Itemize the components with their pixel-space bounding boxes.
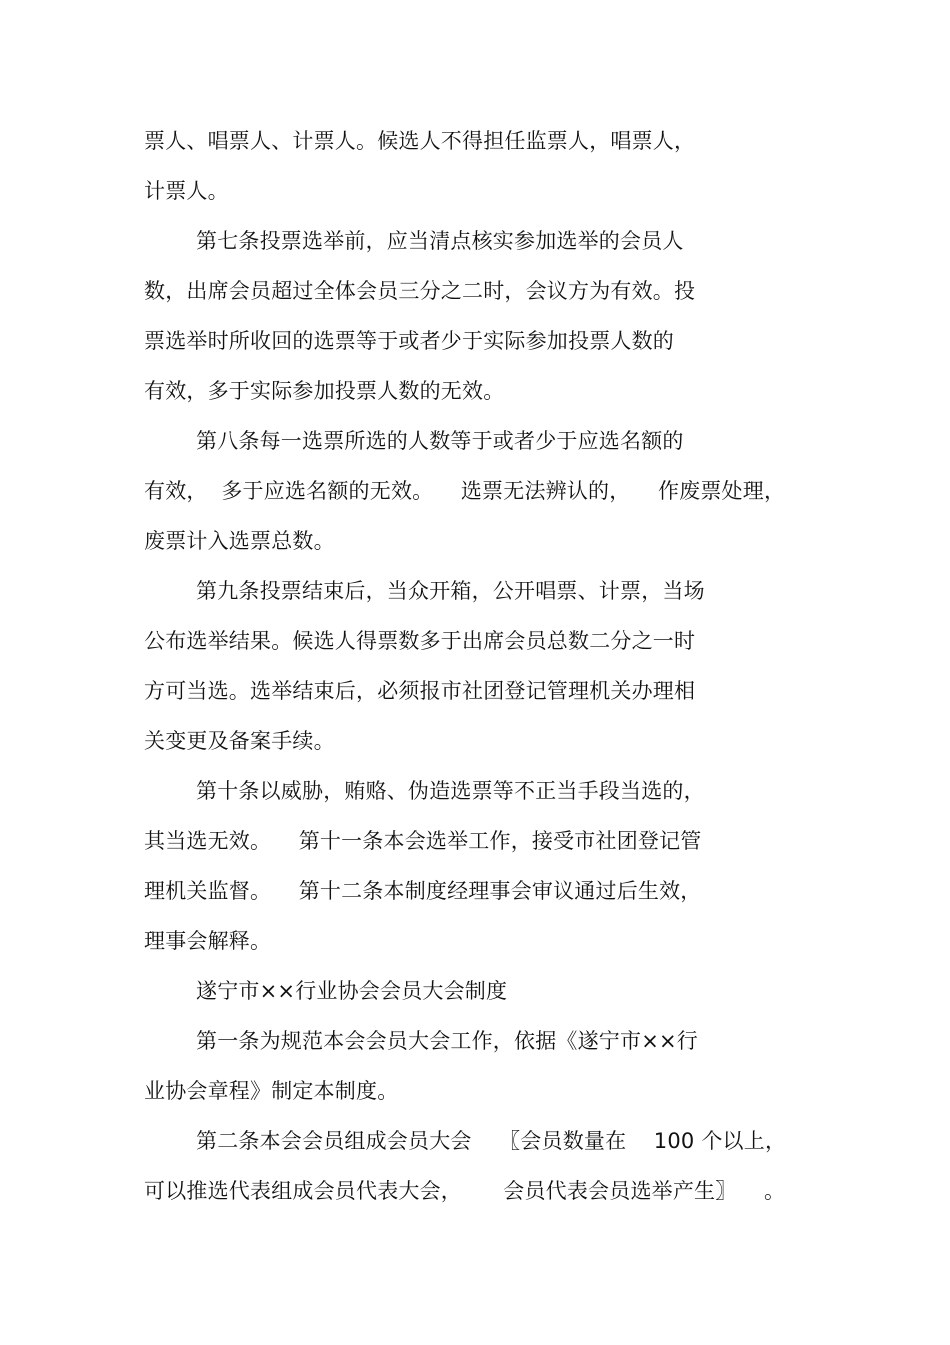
text-line-5: 票选举时所收回的选票等于或者少于实际参加投票人数的 — [144, 329, 674, 353]
text-line-7: 第八条每一选票所选的人数等于或者少于应选名额的 — [196, 429, 684, 453]
document-title-line: 遂宁市××行业协会会员大会制度 — [196, 979, 508, 1003]
text-line-17: 理事会解释。 — [144, 929, 272, 953]
text-line-20: 业协会章程》制定本制度。 — [144, 1079, 399, 1103]
text-line-12: 方可当选。选举结束后，必须报市社团登记管理机关办理相 — [144, 679, 696, 703]
text-line-11: 公布选举结果。候选人得票数多于出席会员总数二分之一时 — [144, 629, 696, 653]
text-line-1: 票人、唱票人、计票人。候选人不得担任监票人，唱票人， — [144, 129, 696, 153]
text-line-14: 第十条以威胁，贿赂、伪造选票等不正当手段当选的， — [196, 779, 705, 803]
text-line-13: 关变更及备案手续。 — [144, 729, 335, 753]
text-line-9: 废票计入选票总数。 — [144, 529, 335, 553]
text-line-2: 计票人。 — [144, 179, 229, 203]
text-line-6: 有效，多于实际参加投票人数的无效。 — [144, 379, 505, 403]
text-line-8: 有效， 多于应选名额的无效。 选票无法辨认的， 作废票处理， — [144, 479, 786, 503]
text-line-21: 第二条本会会员组成会员大会 〖会员数量在 100 个以上， — [196, 1129, 787, 1153]
text-line-10: 第九条投票结束后，当众开箱，公开唱票、计票，当场 — [196, 579, 705, 603]
text-line-15: 其当选无效。 第十一条本会选举工作，接受市社团登记管 — [144, 829, 702, 853]
text-line-22: 可以推选代表组成会员代表大会， 会员代表会员选举产生〗 。 — [144, 1179, 786, 1203]
text-line-4: 数，出席会员超过全体会员三分之二时，会议方为有效。投 — [144, 279, 696, 303]
text-line-16: 理机关监督。 第十二条本制度经理事会审议通过后生效， — [144, 879, 702, 903]
text-line-19: 第一条为规范本会会员大会工作，依据《遂宁市××行 — [196, 1029, 698, 1053]
text-line-3: 第七条投票选举前，应当清点核实参加选举的会员人 — [196, 229, 684, 253]
